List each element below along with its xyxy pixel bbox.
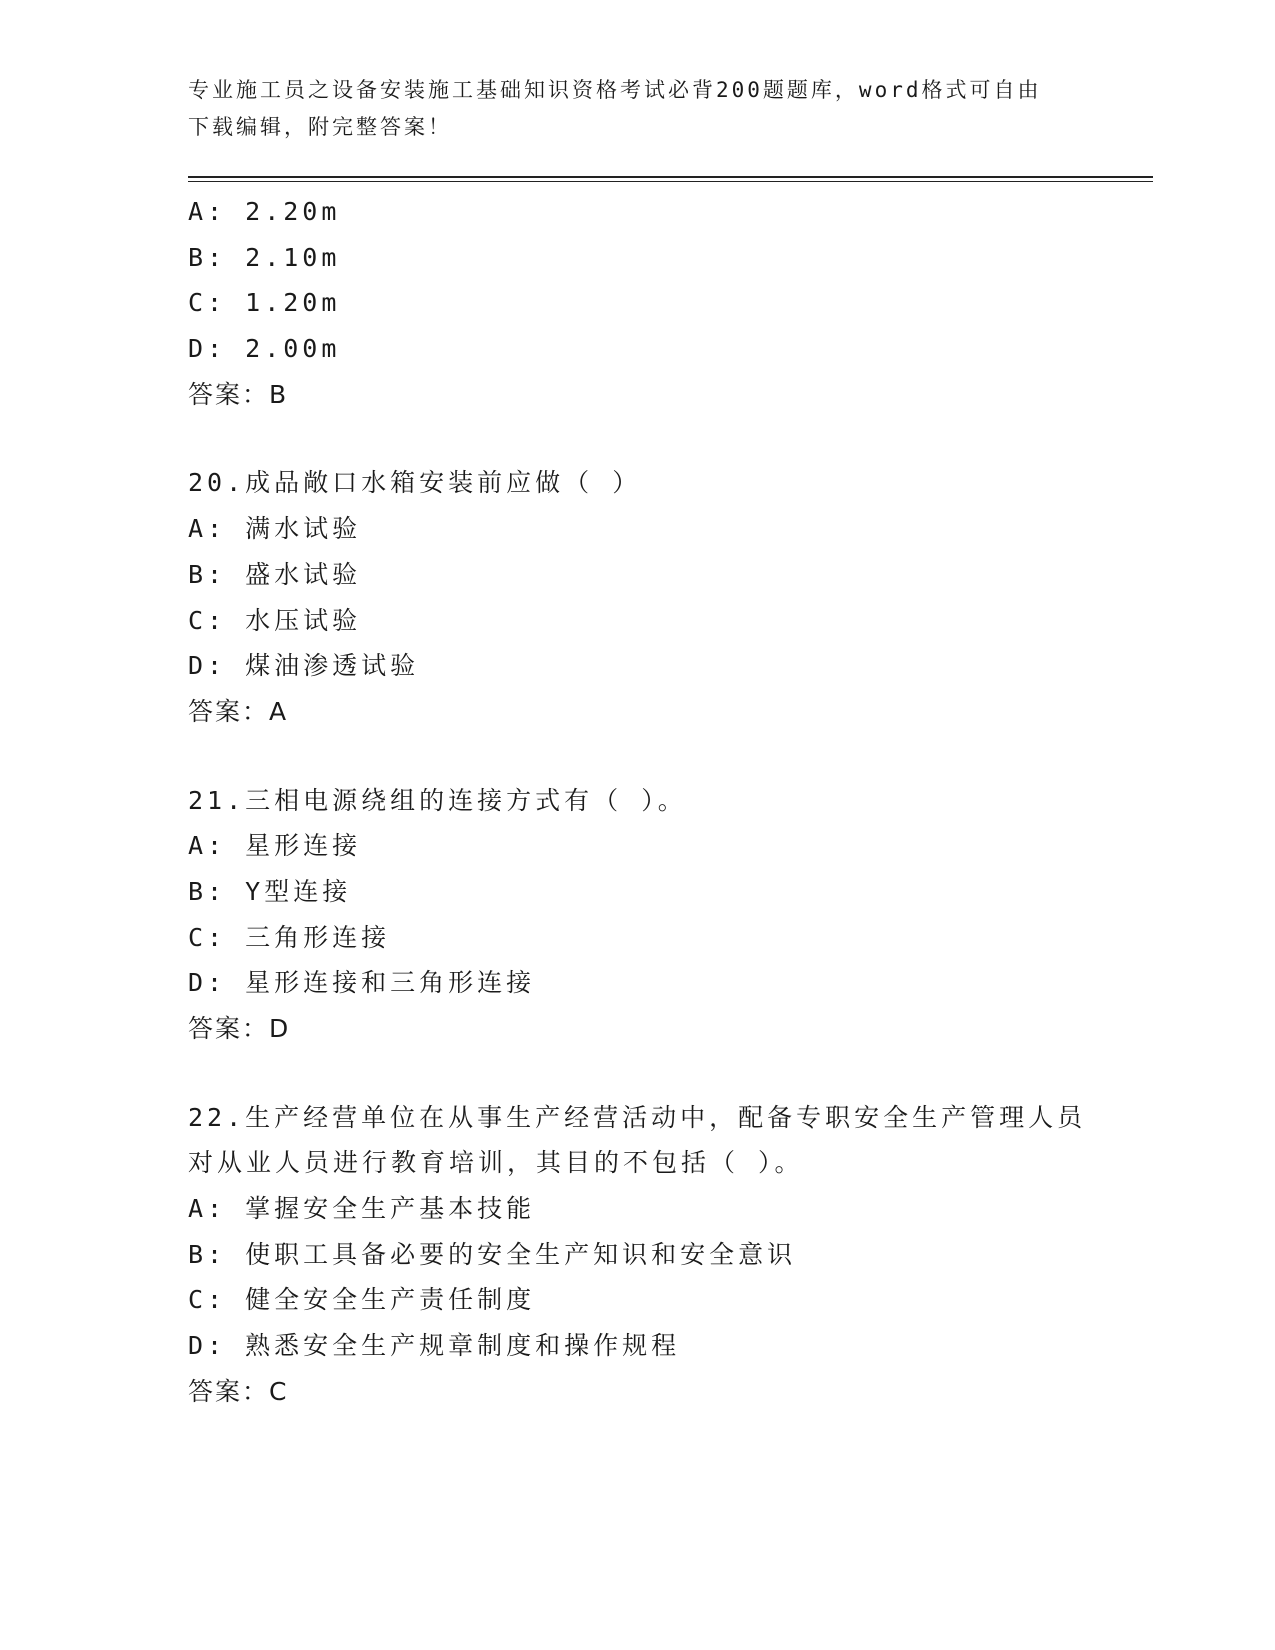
option-d: D: 2.00m	[188, 334, 341, 364]
option-d: D: 煤油渗透试验	[188, 651, 420, 681]
question-text-line-1: 22.生产经营单位在从事生产经营活动中，配备专职安全生产管理人员	[188, 1102, 1087, 1132]
option-c: C: 三角形连接	[188, 922, 391, 952]
option-b: B: Y型连接	[188, 876, 352, 906]
header-line-1: 专业施工员之设备安装施工基础知识资格考试必背200题题库，word格式可自由	[188, 78, 1042, 102]
question-text: 21.三相电源绕组的连接方式有（ ）。	[188, 785, 687, 815]
option-a: A: 掌握安全生产基本技能	[188, 1194, 536, 1224]
option-b: B: 2.10m	[188, 242, 341, 272]
answer: 答案：D	[188, 1014, 291, 1043]
spacer	[188, 735, 1128, 778]
question-19-partial	[188, 189, 1128, 417]
option-c: C: 健全安全生产责任制度	[188, 1285, 536, 1315]
question-21	[188, 778, 1128, 1052]
option-b: B: 使职工具备必要的安全生产知识和安全意识	[188, 1239, 797, 1269]
question-text-line-2: 对从业人员进行教育培训，其目的不包括（ ）。	[188, 1148, 804, 1178]
spacer	[188, 1052, 1128, 1095]
question-list	[188, 189, 1128, 1415]
option-d: D: 熟悉安全生产规章制度和操作规程	[188, 1331, 681, 1361]
option-c: C: 水压试验	[188, 605, 362, 635]
option-a: A: 星形连接	[188, 831, 362, 861]
answer: 答案：A	[188, 696, 289, 726]
header-line-2: 下载编辑，附完整答案！	[188, 115, 452, 139]
answer: 答案：C	[188, 1376, 289, 1406]
document-header	[188, 72, 1088, 146]
option-a: A: 满水试验	[188, 514, 362, 544]
header-rule-thick	[188, 176, 1153, 178]
option-d: D: 星形连接和三角形连接	[188, 968, 536, 998]
question-text: 20.成品敞口水箱安装前应做（ ）	[188, 468, 642, 498]
question-22	[188, 1095, 1128, 1415]
answer: 答案：B	[188, 379, 289, 409]
option-c: C: 1.20m	[188, 288, 341, 318]
header-rule-thin	[188, 181, 1153, 182]
option-b: B: 盛水试验	[188, 559, 362, 589]
question-20	[188, 460, 1128, 734]
spacer	[188, 417, 1128, 460]
option-a: A: 2.20m	[188, 197, 341, 226]
